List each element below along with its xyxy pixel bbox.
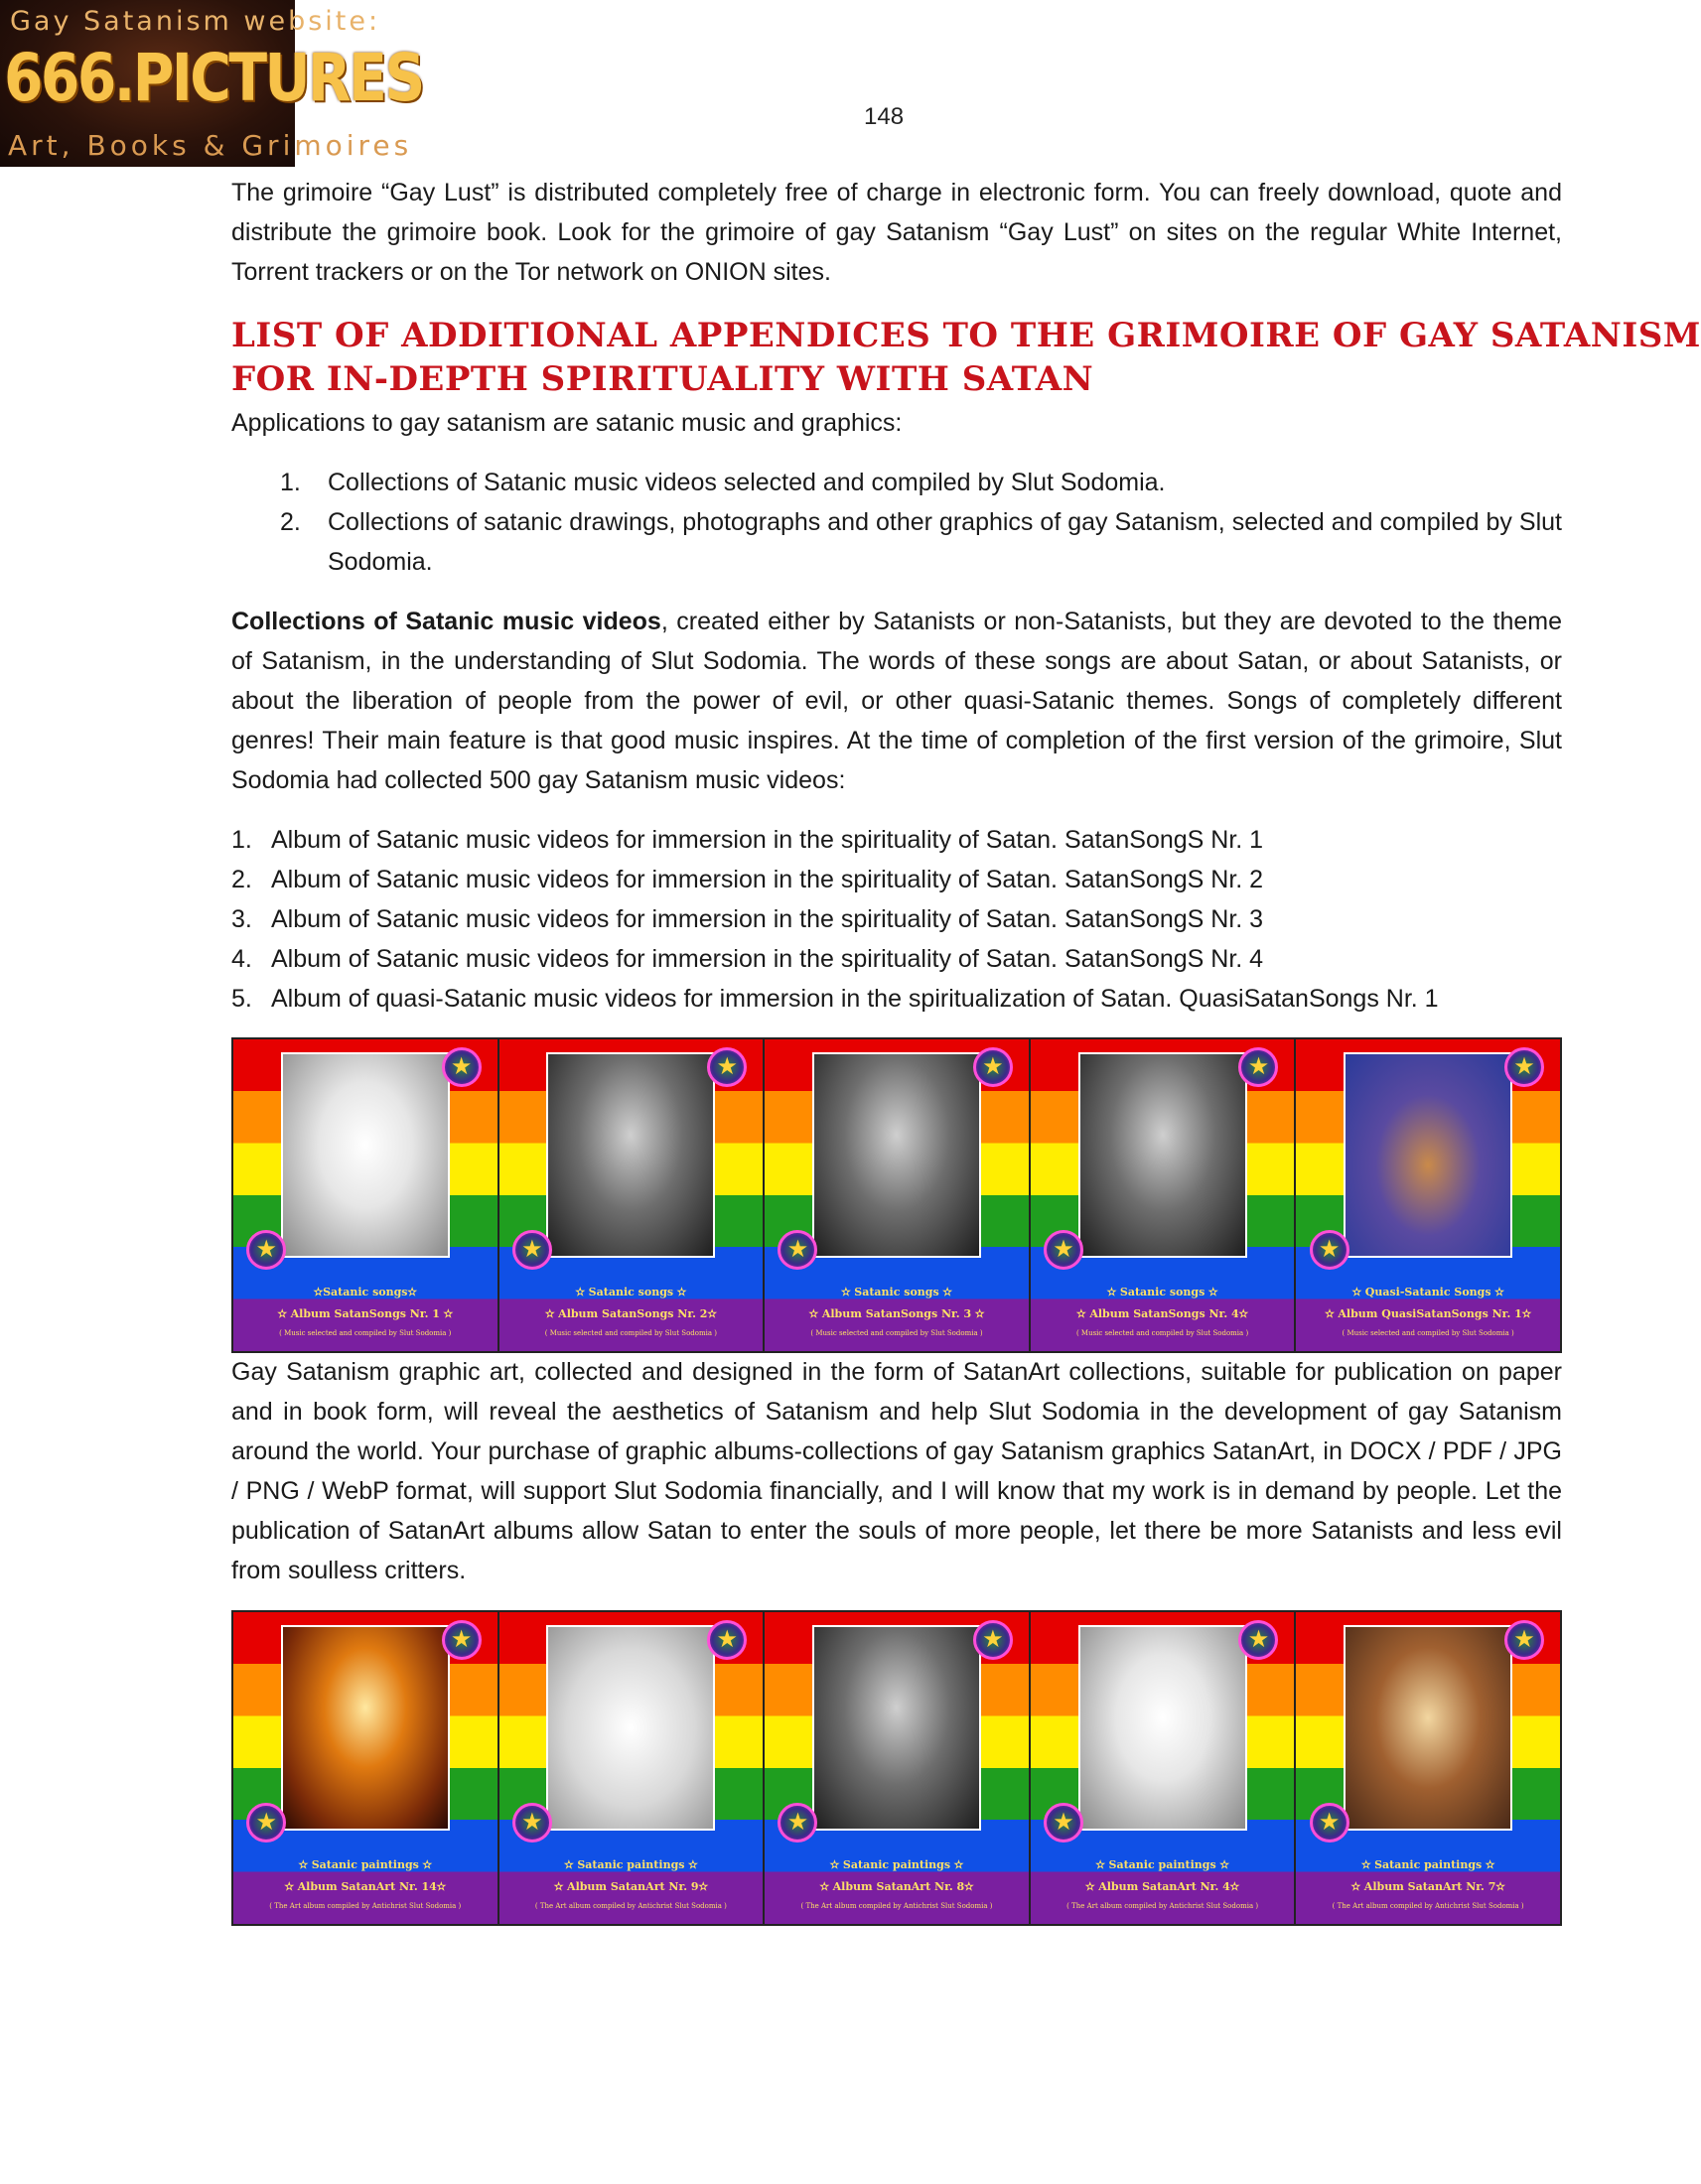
cover-caption-title: ✫ Satanic paintings ✫ bbox=[1361, 1858, 1495, 1872]
heading-line-1: LIST OF ADDITIONAL APPENDICES TO THE GRIMOIRE OF GAY SATANISM bbox=[231, 316, 1701, 355]
cover-caption-album: ✫ Album SatanSongs Nr. 2✫ bbox=[545, 1307, 717, 1321]
list-item bbox=[231, 860, 1567, 899]
list-item-number: 3. bbox=[231, 905, 252, 933]
album-cover-quasisatansongs-1[interactable] bbox=[1296, 1039, 1560, 1351]
cover-caption-album: ✫ Album QuasiSatanSongs Nr. 1✫ bbox=[1325, 1307, 1531, 1321]
cover-caption-title: ✫Satanic songs✫ bbox=[313, 1286, 417, 1299]
list-item bbox=[280, 502, 1562, 582]
list-item-text: Album of Satanic music videos for immersion in the spirituality of Satan. SatanSongS Nr. 2 bbox=[271, 866, 1264, 893]
list-item-number: 2. bbox=[280, 508, 301, 536]
cover-caption-title: ✫ Satanic paintings ✫ bbox=[1095, 1858, 1229, 1872]
intro-paragraph: The grimoire “Gay Lust” is distributed completely free of charge in electronic form. You can freely download, quote and distribute the grimoire book. Look for the grimoire of gay Satanism “Gay Lust” on sites on the regular White Internet, Torrent trackers or on the Tor network on ONION sites. bbox=[231, 179, 1562, 286]
cover-caption-credit: ( The Art album compiled by Antichrist Slut Sodomia ) bbox=[269, 1902, 462, 1911]
cover-caption-credit: ( Music selected and compiled by Slut Sodomia ) bbox=[544, 1329, 717, 1338]
list-item bbox=[231, 979, 1567, 1019]
cover-artwork bbox=[281, 1625, 450, 1831]
list-item-number: 4. bbox=[231, 945, 252, 973]
cover-caption-credit: ( Music selected and compiled by Slut Sodomia ) bbox=[1342, 1329, 1514, 1338]
pentagram-icon: ★ bbox=[1310, 1803, 1349, 1843]
cover-caption-album: ✫ Album SatanArt Nr. 9✫ bbox=[553, 1880, 708, 1894]
album-cover-satanart-7[interactable] bbox=[1296, 1612, 1560, 1924]
list-item-text: Album of Satanic music videos for immersion in the spirituality of Satan. SatanSongS Nr. 1 bbox=[271, 826, 1264, 854]
list-item-text: Album of Satanic music videos for immersion in the spirituality of Satan. SatanSongS Nr. 3 bbox=[271, 905, 1264, 933]
pentagram-icon: ★ bbox=[442, 1620, 482, 1660]
album-cover-satanart-4[interactable] bbox=[1031, 1612, 1297, 1924]
album-cover-satanart-8[interactable] bbox=[765, 1612, 1031, 1924]
pentagram-icon: ★ bbox=[512, 1230, 552, 1270]
cover-caption-album: ✫ Album SatanSongs Nr. 1 ✫ bbox=[277, 1307, 453, 1321]
list-item-text: Collections of satanic drawings, photographs and other graphics of gay Satanism, selected and compiled by Slut Sodomia. bbox=[328, 508, 1562, 576]
album-cover-satansongs-2[interactable] bbox=[499, 1039, 766, 1351]
pentagram-icon: ★ bbox=[442, 1047, 482, 1087]
music-paragraph bbox=[231, 602, 1562, 800]
site-logo bbox=[0, 0, 423, 167]
album-cover-satansongs-1[interactable] bbox=[233, 1039, 499, 1351]
section-heading bbox=[231, 314, 1701, 401]
cover-caption-credit: ( Music selected and compiled by Slut Sodomia ) bbox=[1075, 1329, 1249, 1338]
cover-caption-title: ✫ Quasi-Satanic Songs ✫ bbox=[1351, 1286, 1504, 1299]
cover-caption-title: ✫ Satanic paintings ✫ bbox=[564, 1858, 698, 1872]
pentagram-icon: ★ bbox=[778, 1803, 817, 1843]
pentagram-icon: ★ bbox=[707, 1047, 747, 1087]
album-cover-satansongs-4[interactable] bbox=[1031, 1039, 1297, 1351]
cover-artwork bbox=[546, 1052, 715, 1258]
music-albums-strip bbox=[231, 1037, 1562, 1353]
music-paragraph-bold: Collections of Satanic music videos bbox=[231, 608, 661, 635]
page-number: 148 bbox=[864, 103, 905, 130]
pentagram-icon: ★ bbox=[1238, 1620, 1278, 1660]
pentagram-icon: ★ bbox=[973, 1620, 1013, 1660]
cover-caption-album: ✫ Album SatanArt Nr. 7✫ bbox=[1350, 1880, 1505, 1894]
cover-artwork bbox=[1344, 1625, 1512, 1831]
cover-artwork bbox=[812, 1052, 981, 1258]
album-cover-satansongs-3[interactable] bbox=[765, 1039, 1031, 1351]
cover-caption-credit: ( Music selected and compiled by Slut Sodomia ) bbox=[810, 1329, 983, 1338]
cover-caption-album: ✫ Album SatanArt Nr. 14✫ bbox=[284, 1880, 447, 1894]
logo-line-1: Gay Satanism website: bbox=[10, 6, 381, 37]
cover-caption-title: ✫ Satanic paintings ✫ bbox=[829, 1858, 964, 1872]
cover-caption-credit: ( The Art album compiled by Antichrist Slut Sodomia ) bbox=[800, 1902, 993, 1911]
cover-caption-album: ✫ Album SatanArt Nr. 8✫ bbox=[819, 1880, 974, 1894]
cover-caption-album: ✫ Album SatanArt Nr. 4✫ bbox=[1085, 1880, 1239, 1894]
cover-caption-title: ✫ Satanic songs ✫ bbox=[1106, 1286, 1218, 1299]
list-item-text: Album of quasi-Satanic music videos for immersion in the spiritualization of Satan. QuasiSatanSongs Nr. 1 bbox=[271, 985, 1439, 1013]
albums-list bbox=[231, 820, 1567, 1019]
pentagram-icon: ★ bbox=[1504, 1620, 1544, 1660]
cover-artwork bbox=[1078, 1052, 1247, 1258]
pentagram-icon: ★ bbox=[778, 1230, 817, 1270]
cover-caption-title: ✫ Satanic paintings ✫ bbox=[298, 1858, 432, 1872]
pentagram-icon: ★ bbox=[512, 1803, 552, 1843]
list-item-number: 1. bbox=[280, 469, 301, 496]
pentagram-icon: ★ bbox=[246, 1230, 286, 1270]
cover-caption-title: ✫ Satanic songs ✫ bbox=[575, 1286, 687, 1299]
logo-line-3: Art, Books & Grimoires bbox=[8, 129, 413, 162]
pentagram-icon: ★ bbox=[246, 1803, 286, 1843]
pentagram-icon: ★ bbox=[1044, 1230, 1083, 1270]
applications-intro: Applications to gay satanism are satanic music and graphics: bbox=[231, 409, 903, 437]
art-albums-strip bbox=[231, 1610, 1562, 1926]
pentagram-icon: ★ bbox=[973, 1047, 1013, 1087]
cover-caption-album: ✫ Album SatanSongs Nr. 3 ✫ bbox=[808, 1307, 985, 1321]
list-item bbox=[231, 939, 1567, 979]
list-item-number: 5. bbox=[231, 985, 252, 1013]
list-item bbox=[231, 899, 1567, 939]
pentagram-icon: ★ bbox=[1504, 1047, 1544, 1087]
cover-artwork bbox=[546, 1625, 715, 1831]
cover-artwork bbox=[1078, 1625, 1247, 1831]
cover-artwork bbox=[1344, 1052, 1512, 1258]
cover-artwork bbox=[812, 1625, 981, 1831]
applications-list bbox=[280, 463, 1562, 582]
cover-artwork bbox=[281, 1052, 450, 1258]
list-item-text: Collections of Satanic music videos selected and compiled by Slut Sodomia. bbox=[328, 469, 1166, 496]
list-item bbox=[280, 463, 1562, 502]
heading-line-2: FOR IN-DEPTH SPIRITUALITY WITH SATAN bbox=[231, 359, 1094, 399]
cover-caption-credit: ( Music selected and compiled by Slut Sodomia ) bbox=[279, 1329, 452, 1338]
logo-line-2: 666.PICTURES bbox=[4, 40, 423, 116]
art-paragraph: Gay Satanism graphic art, collected and designed in the form of SatanArt collections, suitable for publication on paper and in book form, will reveal the aesthetics of Satanism and help Slut Sodomia in the development of gay Satanism around the world. Your purchase of graphic albums-collections of gay Satanism graphics SatanArt, in DOCX / PDF / JPG / PNG / WebP format, will support Slut Sodomia financially, and I will know that my work is in demand by people. Let the publication of SatanArt albums allow Satan to enter the souls of more people, let there be more Satanists and less evil from soulless critters. bbox=[231, 1358, 1562, 1584]
music-paragraph-rest: , created either by Satanists or non-Satanists, but they are devoted to the theme of Satanism, in the understanding of Slut Sodomia. The words of these songs are about Satan, or about Satanists, or about the liberation of people from the power of evil, or other quasi-Satanic themes. Songs of completely different genres! Their main feature is that good music inspires. At the time of completion of the first version of the grimoire, Slut Sodomia had collected 500 gay Satanism music videos: bbox=[231, 608, 1562, 794]
cover-caption-credit: ( The Art album compiled by Antichrist Slut Sodomia ) bbox=[534, 1902, 727, 1911]
album-cover-satanart-14[interactable] bbox=[233, 1612, 499, 1924]
cover-caption-title: ✫ Satanic songs ✫ bbox=[841, 1286, 952, 1299]
list-item-number: 1. bbox=[231, 826, 252, 854]
pentagram-icon: ★ bbox=[1238, 1047, 1278, 1087]
list-item-number: 2. bbox=[231, 866, 252, 893]
list-item-text: Album of Satanic music videos for immersion in the spirituality of Satan. SatanSongS Nr. 4 bbox=[271, 945, 1264, 973]
cover-caption-album: ✫ Album SatanSongs Nr. 4✫ bbox=[1076, 1307, 1248, 1321]
album-cover-satanart-9[interactable] bbox=[499, 1612, 766, 1924]
list-item bbox=[231, 820, 1567, 860]
cover-caption-credit: ( The Art album compiled by Antichrist Slut Sodomia ) bbox=[1332, 1902, 1524, 1911]
pentagram-icon: ★ bbox=[707, 1620, 747, 1660]
cover-caption-credit: ( The Art album compiled by Antichrist Slut Sodomia ) bbox=[1066, 1902, 1259, 1911]
pentagram-icon: ★ bbox=[1310, 1230, 1349, 1270]
pentagram-icon: ★ bbox=[1044, 1803, 1083, 1843]
